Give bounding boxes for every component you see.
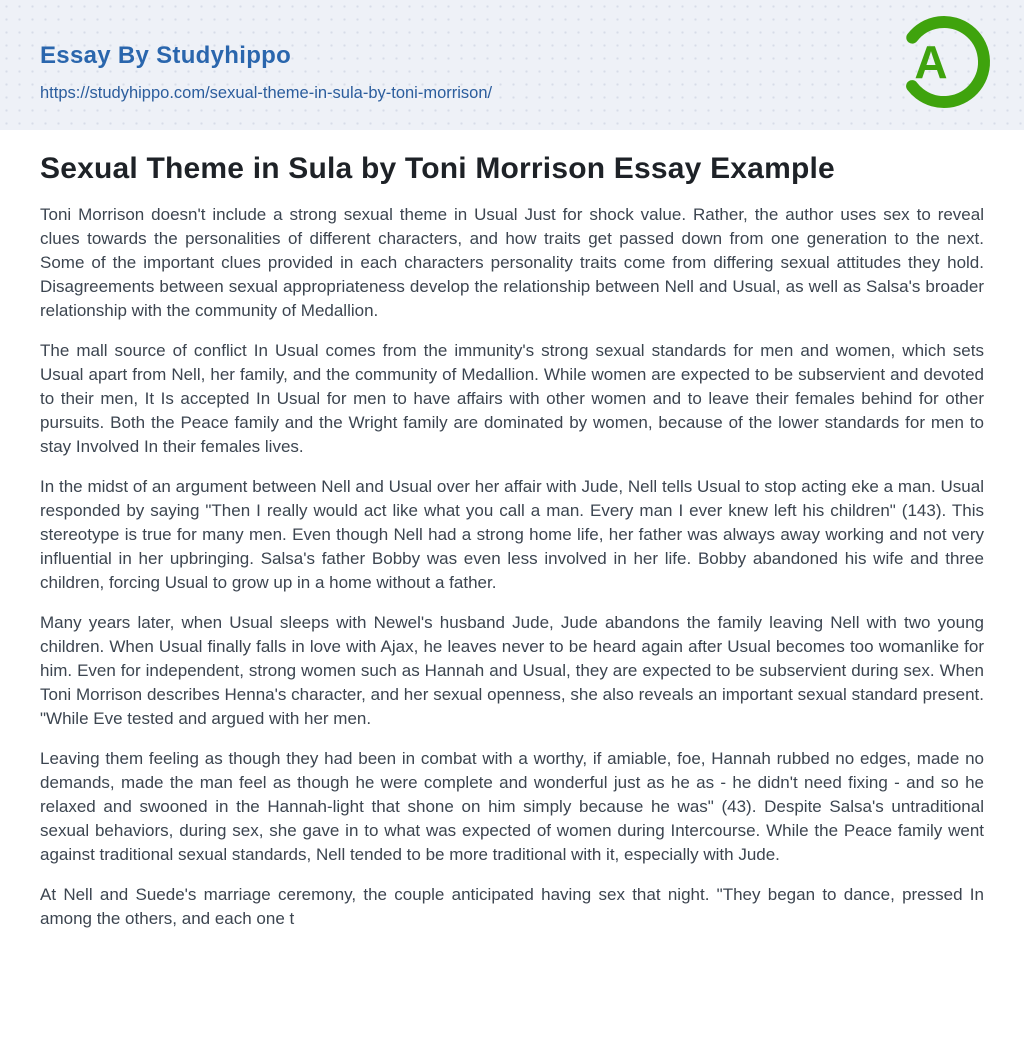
essay-paragraph: The mall source of conflict In Usual comes from the immunity's strong sexual standards for men and women, which sets Usual apart from Nell, her family, and the community of Medallion. While women are expected to be subservient and devoted to their men, It Is accepted In Usual for men to have affairs with other women and to leave their females behind for other pursuits. Both the Peace family and the Wright family are dominated by women, because of the lower standards for men to stay Involved In their females lives. [40,341,984,456]
essay-url-link[interactable]: https://studyhippo.com/sexual-theme-in-sula-by-toni-morrison/ [40,84,493,102]
essay-paragraph: Leaving them feeling as though they had been in combat with a worthy, if amiable, foe, Hannah rubbed no edges, made no demands, made the man feel as though he were complete and wonderful just as he as - he didn't need fixing - and so he relaxed and swooned in the Hannah-light that shone on him simply because he was" (43). Despite Salsa's untraditional sexual behaviors, during sex, she gave in to what was expected of women during Intercourse. While the Peace family went against traditional sexual standards, Nell tended to be more traditional with it, especially with Jude. [40,749,984,864]
essay-article [0,130,1024,931]
page-header [0,0,1024,130]
studyhippo-logo-icon [896,14,992,110]
essay-paragraph: At Nell and Suede's marriage ceremony, the couple anticipated having sex that night. "They began to dance, pressed In among the others, and each one t [40,885,984,928]
essay-body [40,203,984,931]
page-title: Sexual Theme in Sula by Toni Morrison Essay Example [40,152,835,185]
essay-paragraph: Toni Morrison doesn't include a strong sexual theme in Usual Just for shock value. Rather, the author uses sex to reveal clues towards the personalities of different characters, and how traits get passed down from one generation to the next. Some of the important clues provided in each characters personality traits come from differing sexual attitudes they hold. Disagreements between sexual appropriateness develop the relationship between Nell and Usual, as well as Salsa's broader relationship with the community of Medallion. [40,205,984,320]
essay-paragraph: In the midst of an argument between Nell and Usual over her affair with Jude, Nell tells Usual to stop acting eke a man. Usual responded by saying "Then I really would act like what you call a man. Every man I ever knew left his children" (143). This stereotype is true for many men. Even though Nell had a strong home life, her father was always away working and not very influential in her upbringing. Salsa's father Bobby was even less involved in her life. Bobby abandoned his wife and three children, forcing Usual to grow up in a home without a father. [40,477,984,592]
essay-paragraph: Many years later, when Usual sleeps with Newel's husband Jude, Jude abandons the family leaving Nell with two young children. When Usual finally falls in love with Ajax, he leaves never to be heard again after Usual becomes too womanlike for him. Even for independent, strong women such as Hannah and Usual, they are expected to be subservient during sex. When Toni Morrison describes Henna's character, and her sexual openness, she also reveals an important sexual standard present. "While Eve tested and argued with her men. [40,613,984,728]
site-label: Essay By Studyhippo [40,42,292,69]
logo-letter: A [914,36,948,88]
